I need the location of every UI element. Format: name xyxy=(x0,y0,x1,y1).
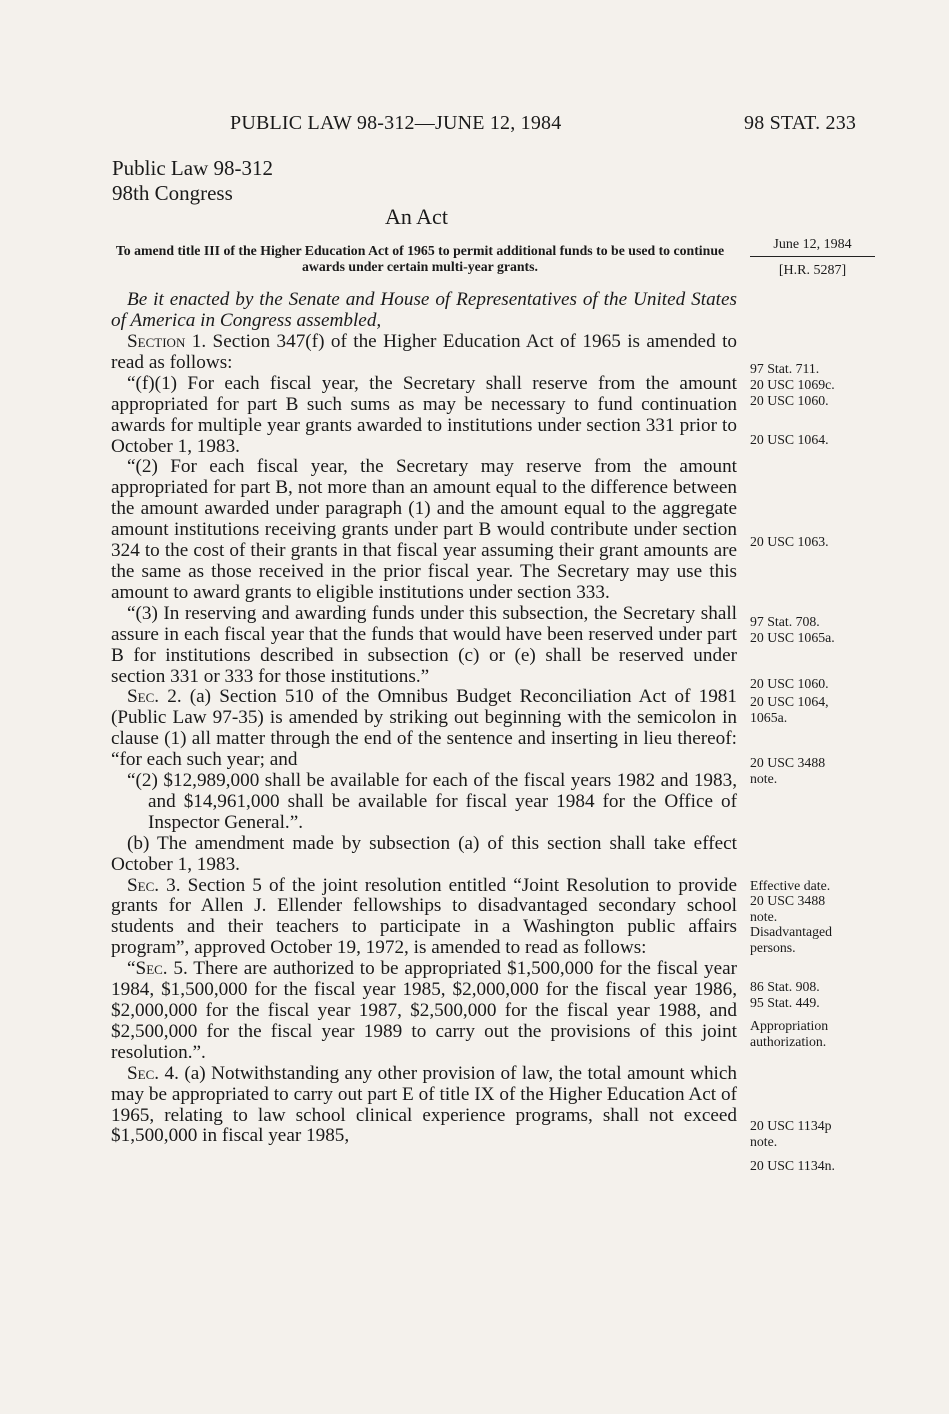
enactment-date-box xyxy=(750,237,875,279)
side-note: 86 Stat. 908. 95 Stat. 449. xyxy=(750,979,820,1010)
statute-body xyxy=(111,332,737,1147)
side-note: 20 USC 1064. xyxy=(750,432,829,447)
side-note: 20 USC 1064, 1065a. xyxy=(750,694,829,725)
side-note: 97 Stat. 711. 20 USC 1069c. xyxy=(750,361,835,392)
section-2-b: (b) The amendment made by subsection (a) of this section shall take effect October 1, 1983. xyxy=(111,832,737,875)
section-3-lead: Sec. xyxy=(127,874,160,896)
side-note: Appropriation authorization. xyxy=(750,1018,829,1049)
section-4-lead: Sec. xyxy=(127,1062,160,1084)
section-3-quote-lead: “Sec. xyxy=(127,958,168,980)
section-2-a xyxy=(111,687,737,771)
section-1-paragraph-2: “(2) For each fiscal year, the Secretary may reserve from the amount appropriated for part B, not more than an amount equal to the difference between the amount awarded under paragraph (1) and the amount equal to the aggregate amount institutions receiving grants under part B would contribute under section 324 to the cost of their grants in that fiscal year assuming their grant amounts are the same as those received in the prior fiscal year. The Secretary may use this amount to award grants to eligible institutions under section 333. xyxy=(111,456,737,603)
act-purpose: To amend title III of the Higher Education Act of 1965 to permit additional funds to be used to continue awards under certain multi-year grants. xyxy=(115,243,725,274)
section-4-text: 4. (a) Notwithstanding any other provision of law, the total amount which may be appropriated to carry out part E of title IX of the Higher Education Act of 1965, relating to law school clinical experience programs, shall not exceed $1,500,000 in fiscal year 1985, xyxy=(111,1062,737,1147)
section-1-intro xyxy=(111,332,737,374)
side-note: Effective date. xyxy=(750,878,831,893)
side-note: 20 USC 1060. xyxy=(750,393,829,408)
section-3-text: 3. Section 5 of the joint resolution entitled “Joint Resolution to provide grants for Allen J. Ellender fellowships to disadvantaged secondary school students and their teachers to participate in a Washington public affairs program”, approved October 19, 1972, is amended to read as follows: xyxy=(111,874,737,959)
section-3 xyxy=(111,876,737,960)
congress-number: 98th Congress xyxy=(112,181,233,205)
bill-number: [H.R. 5287] xyxy=(778,263,847,278)
running-header-page: 98 STAT. 233 xyxy=(744,112,857,134)
side-note: 20 USC 1060. xyxy=(750,676,829,691)
enactment-date: June 12, 1984 xyxy=(750,237,875,257)
section-4-a xyxy=(111,1064,737,1148)
section-2-lead: Sec. xyxy=(127,686,160,708)
public-law-number: Public Law 98-312 xyxy=(112,156,273,180)
side-note: 20 USC 1134p note. xyxy=(750,1118,832,1149)
act-heading: An Act xyxy=(385,204,448,229)
section-3-quote-text: 5. There are authorized to be appropriated $1,500,000 for the fiscal year 1984, $1,500,000 for the fiscal year 1985, $2,000,000 for the fiscal year 1986, $2,000,000 for the fiscal year 1987, $2,500,000 for the fiscal year 1988, and $2,500,000 for the fiscal year 1989 to carry out the provisions of this joint resolution.”. xyxy=(111,958,737,1063)
side-note: 20 USC 1063. xyxy=(750,534,829,549)
section-1-text: 1. Section 347(f) of the Higher Education Act of 1965 is amended to read as follows: xyxy=(111,331,737,373)
section-3-quote xyxy=(111,959,737,1064)
side-note: 20 USC 3488 note. xyxy=(750,755,826,786)
section-1-paragraph-1: “(f)(1) For each fiscal year, the Secretary shall reserve from the amount appropriated for part B such sums as may be necessary to fund continuation awards for multiple year grants awarded to institutions under section 331 prior to October 1, 1983. xyxy=(111,372,737,457)
enacting-clause: Be it enacted by the Senate and House of Representatives of the United States of America in Congress assembled, xyxy=(111,289,737,331)
running-header-title: PUBLIC LAW 98-312—JUNE 12, 1984 xyxy=(230,112,562,134)
side-note: 20 USC 1134n. xyxy=(750,1158,835,1173)
side-note: 97 Stat. 708. 20 USC 1065a. xyxy=(750,614,835,645)
enacting-clause-block xyxy=(111,290,737,332)
section-2-text: 2. (a) Section 510 of the Omnibus Budget Reconciliation Act of 1981 (Public Law 97-35) is amended by striking out beginning with the semicolon in clause (1) all matter through the end of the sentence and inserting in lieu thereof: “for each such year; and xyxy=(111,686,737,771)
side-note: 20 USC 3488 note. xyxy=(750,893,826,924)
section-1-lead: Section xyxy=(127,331,186,352)
section-1-paragraph-3: “(3) In reserving and awarding funds under this subsection, the Secretary shall assure in each fiscal year that the funds that would have been reserved under part B for institutions described in subsection (c) or (e) shall be reserved under section 331 or 333 for those institutions.” xyxy=(111,602,737,687)
side-note: Disadvantaged persons. xyxy=(750,924,832,955)
section-2-quote: “(2) $12,989,000 shall be available for each of the fiscal years 1982 and 1983, and $14,961,000 shall be available for fiscal year 1984 for the Office of Inspector General.”. xyxy=(127,770,737,833)
